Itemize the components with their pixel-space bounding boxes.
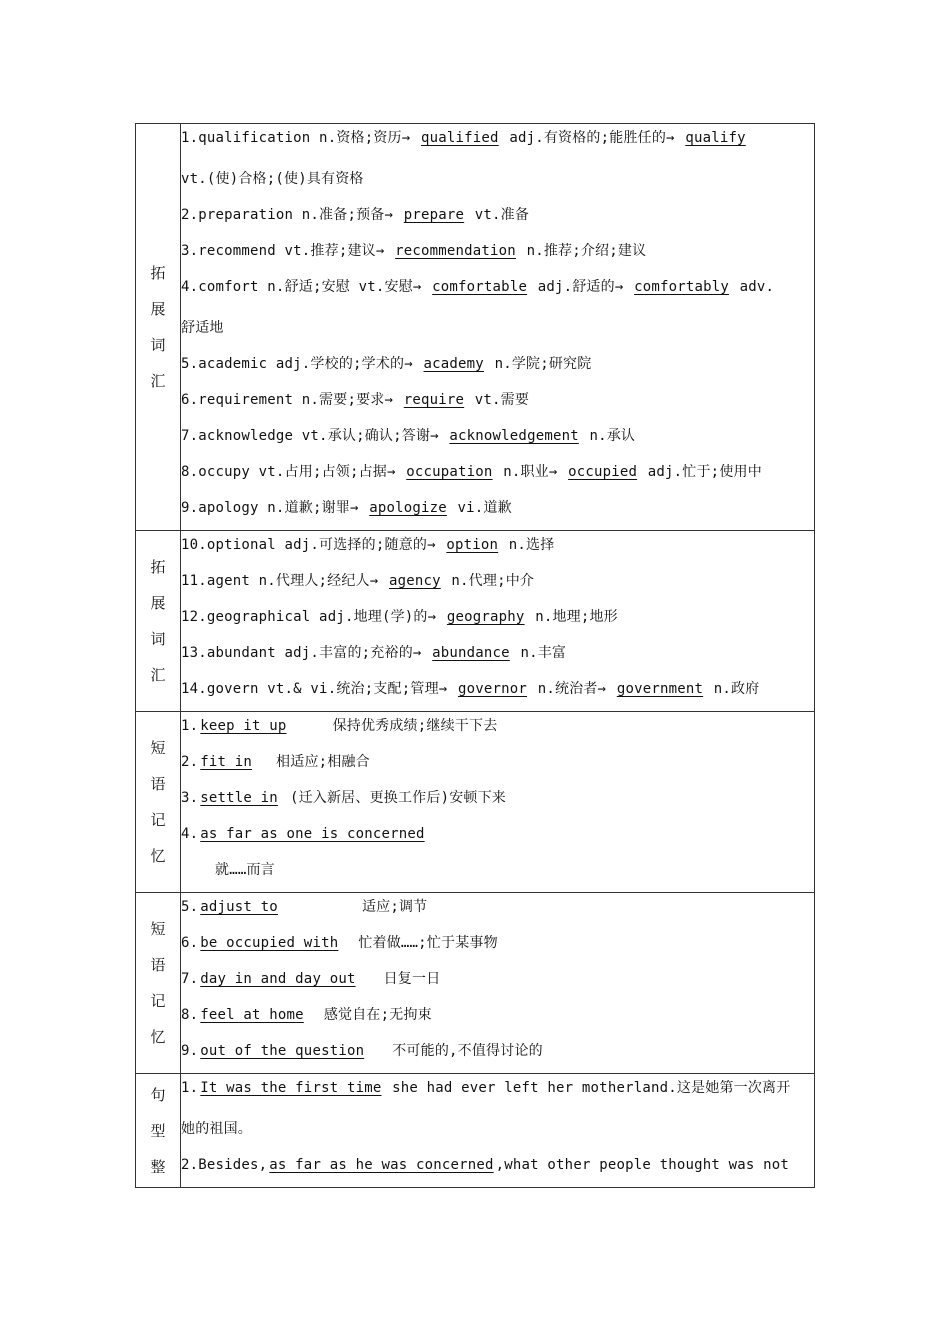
content-cell [181, 1074, 815, 1188]
category-char: 语 [150, 775, 166, 793]
phrase-line: 1. keep it up 保持优秀成绩;继续干下去 [181, 718, 498, 734]
answer-blank: settle in [200, 790, 278, 806]
vocab-line: 11.agent n.代理人;经纪人→ agency n.代理;中介 [181, 573, 535, 589]
phrase-line: 3. settle in (迁入新居、更换工作后)安顿下来 [181, 790, 506, 806]
vocab-line: 9.apology n.道歉;谢罪→ apologize vi.道歉 [181, 500, 512, 516]
answer-blank: comfortably [634, 279, 730, 295]
vocab-line: vt.(使)合格;(使)具有资格 [181, 171, 364, 187]
vocab-line: 14.govern vt.& vi.统治;支配;管理→ governor n.统治者→ government n.政府 [181, 681, 760, 697]
phrase-line: 8. feel at home 感觉自在;无拘束 [181, 1007, 432, 1023]
answer-blank: fit in [200, 754, 253, 770]
phrase-line: 6. be occupied with 忙着做……;忙于某事物 [181, 935, 498, 951]
answer-blank: require [403, 392, 465, 408]
category-char: 短 [150, 920, 166, 938]
section-row-expand-vocab-2 [136, 531, 815, 712]
section-row-phrases-2 [136, 893, 815, 1074]
category-char: 词 [150, 336, 166, 354]
category-char: 汇 [150, 666, 166, 684]
category-cell [136, 712, 181, 893]
answer-blank: academy [423, 356, 484, 372]
phrase-line: 9. out of the question 不可能的,不值得讨论的 [181, 1043, 543, 1059]
answer-blank: government [616, 681, 704, 697]
category-cell [136, 1074, 181, 1188]
vocab-line: 8.occupy vt.占用;占领;占据→ occupation n.职业→ occupied adj.忙于;使用中 [181, 464, 762, 480]
answer-blank: feel at home [200, 1007, 304, 1023]
answer-blank: apologize [369, 500, 447, 516]
answer-blank: abundance [432, 645, 510, 661]
content-cell [181, 712, 815, 893]
vocab-line: 7.acknowledge vt.承认;确认;答谢→ acknowledgement n.承认 [181, 428, 636, 444]
answer-blank: option [446, 537, 499, 553]
phrase-line: 2. fit in 相适应;相融合 [181, 754, 370, 770]
answer-blank: as far as he was concerned [269, 1157, 494, 1173]
category-char: 句 [150, 1085, 166, 1104]
phrase-line: 7. day in and day out 日复一日 [181, 971, 441, 987]
category-char: 型 [150, 1121, 166, 1140]
category-char: 忆 [150, 1028, 166, 1046]
category-char: 整 [150, 1157, 166, 1176]
vocab-line: 5.academic adj.学校的;学术的→ academy n.学院;研究院 [181, 356, 592, 372]
category-cell [136, 893, 181, 1074]
category-char: 展 [150, 594, 166, 612]
category-char: 词 [150, 630, 166, 648]
category-cell [136, 124, 181, 531]
answer-blank: be occupied with [200, 935, 339, 951]
answer-blank: out of the question [200, 1043, 365, 1059]
answer-blank: occupation [406, 464, 493, 480]
vocab-line: 12.geographical adj.地理(学)的→ geography n.地理;地形 [181, 609, 618, 625]
vocab-line: 6.requirement n.需要;要求→ require vt.需要 [181, 392, 530, 408]
content-cell [181, 531, 815, 712]
section-row-phrases-1 [136, 712, 815, 893]
answer-blank: as far as one is concerned [200, 826, 425, 842]
answer-blank: prepare [403, 207, 465, 223]
answer-blank: recommendation [395, 243, 516, 259]
answer-blank: qualified [421, 130, 499, 146]
answer-blank: governor [458, 681, 528, 697]
content-cell [181, 893, 815, 1074]
category-cell [136, 531, 181, 712]
answer-blank: geography [446, 609, 525, 625]
category-char: 拓 [150, 264, 166, 282]
vocab-line: 舒适地 [181, 320, 224, 336]
category-char: 汇 [150, 372, 166, 390]
category-char: 展 [150, 300, 166, 318]
vocabulary-table [135, 123, 815, 1188]
phrase-line: 4. as far as one is concerned [181, 826, 425, 842]
vocab-line: 3.recommend vt.推荐;建议→ recommendation n.推荐;介绍;建议 [181, 243, 647, 259]
answer-blank: qualify [685, 130, 746, 146]
section-row-sentence-patterns [136, 1074, 815, 1188]
phrase-meaning-line: 就……而言 [215, 862, 275, 878]
vocab-line: 10.optional adj.可选择的;随意的→ option n.选择 [181, 537, 555, 553]
category-char: 记 [150, 811, 166, 829]
answer-blank: day in and day out [200, 971, 356, 987]
sentence-line: 1. It was the first time she had ever left her motherland.这是她第一次离开 [181, 1080, 791, 1096]
answer-blank: occupied [568, 464, 638, 480]
vocab-line: 1.qualification n.资格;资历→ qualified adj.有资格的;能胜任的→ qualify [181, 130, 746, 146]
vocab-line: 2.preparation n.准备;预备→ prepare vt.准备 [181, 207, 530, 223]
answer-blank: comfortable [432, 279, 528, 295]
category-char: 语 [150, 956, 166, 974]
answer-blank: acknowledgement [449, 428, 579, 444]
answer-blank: keep it up [200, 718, 287, 734]
sentence-line: 2.Besides, as far as he was concerned ,what other people thought was not [181, 1157, 790, 1173]
answer-blank: adjust to [200, 899, 278, 915]
section-row-expand-vocab-1 [136, 124, 815, 531]
category-char: 拓 [150, 558, 166, 576]
content-cell [181, 124, 815, 531]
vocab-line: 13.abundant adj.丰富的;充裕的→ abundance n.丰富 [181, 645, 567, 661]
phrase-line: 5. adjust to 适应;调节 [181, 899, 428, 915]
answer-blank: agency [389, 573, 441, 589]
sentence-line: 她的祖国。 [181, 1121, 252, 1137]
vocab-line: 4.comfort n.舒适;安慰 vt.安慰→ comfortable adj.舒适的→ comfortably adv. [181, 279, 775, 295]
category-char: 忆 [150, 847, 166, 865]
category-char: 短 [150, 739, 166, 757]
answer-blank: It was the first time [200, 1080, 382, 1096]
category-char: 记 [150, 992, 166, 1010]
